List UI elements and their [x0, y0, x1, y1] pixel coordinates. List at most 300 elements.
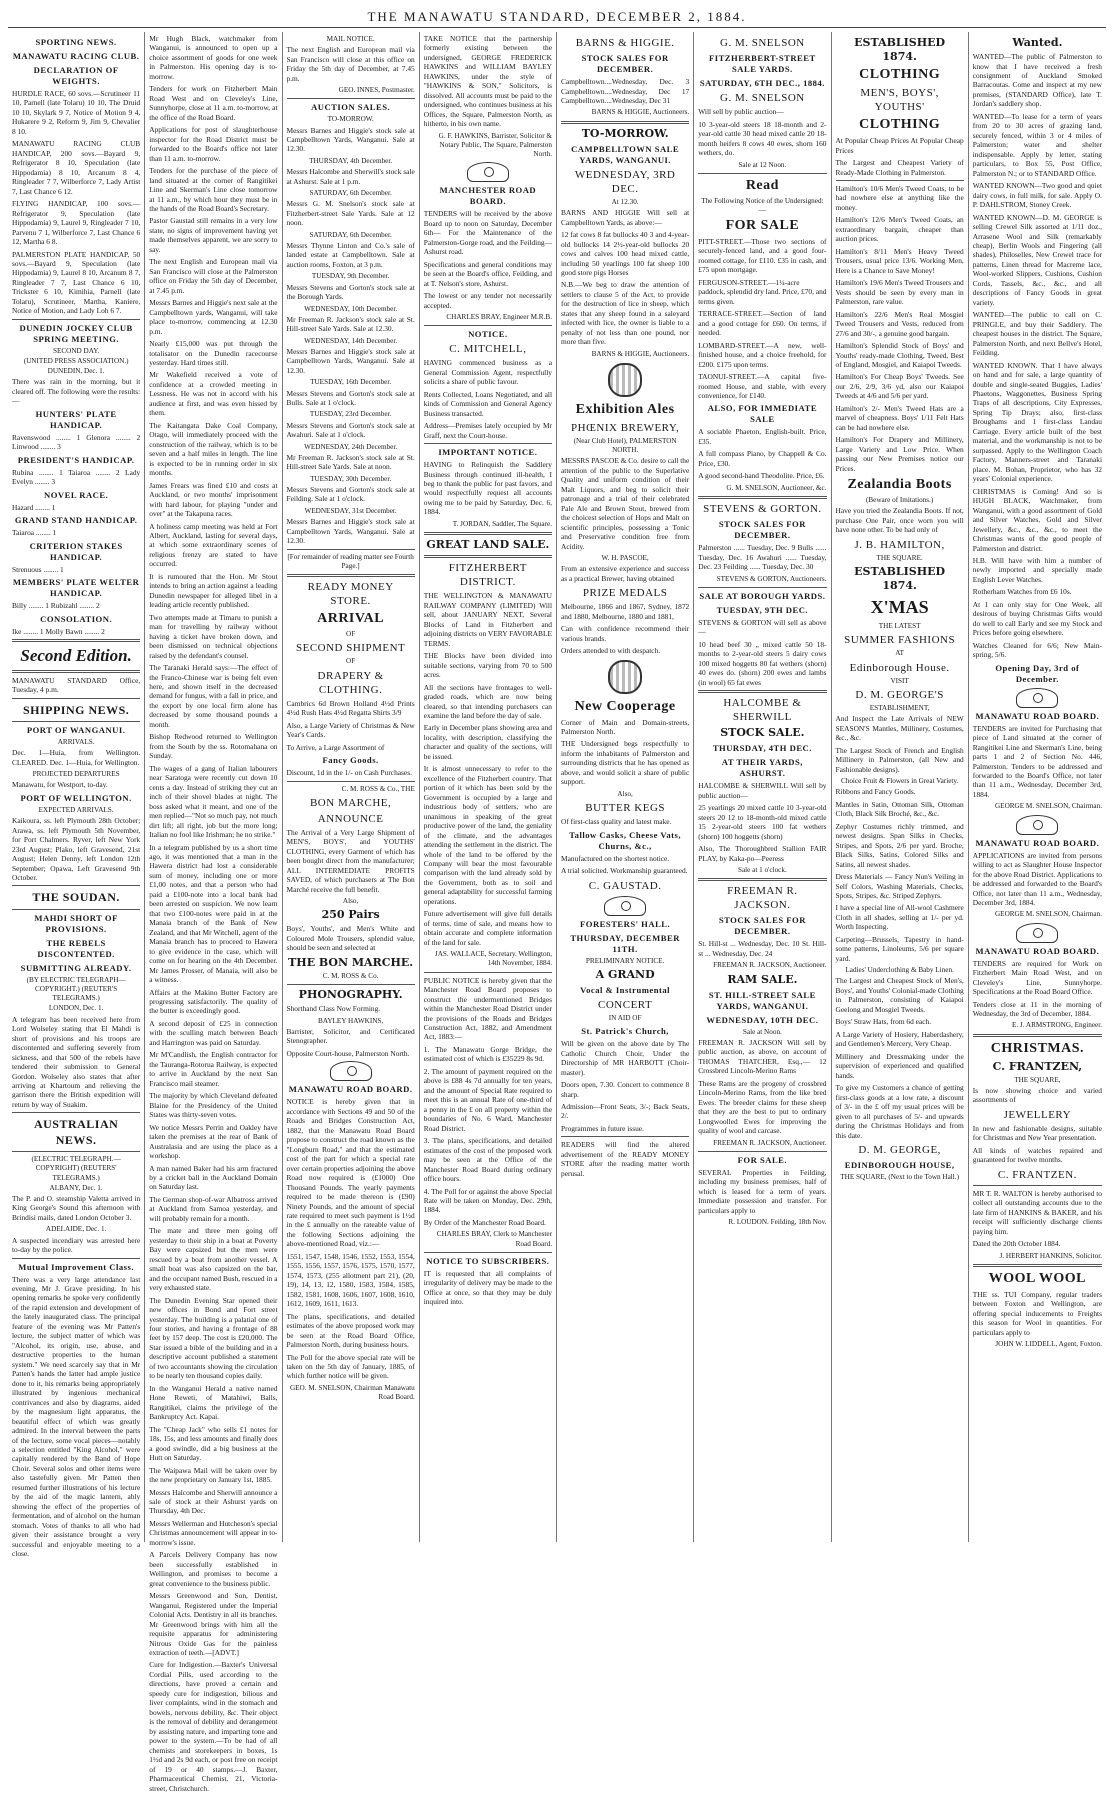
column-divider [287, 549, 415, 550]
paragraph: The lowest or any tender not necessarily accepted. [423, 291, 552, 310]
section-heading: IMPORTANT NOTICE. [438, 447, 538, 458]
column-divider [561, 121, 689, 124]
column-divider [12, 319, 140, 320]
display-line: Read [745, 177, 779, 193]
paragraph: THE Blocks have been divided into suitable sections, varying from 70 to 500 acres. [423, 651, 552, 680]
paragraph: A trial solicited. Workmanship guaranteed. [561, 866, 688, 876]
paragraph: Will be given on the above date by The Catholic Church Choir, Under the Directorship of MR HARBOTT (Choir-master). [561, 1039, 690, 1077]
subheading: (ELECTRIC TELEGRAPH.—COPYRIGHT) (REUTERS' TELEGRAMS.) [31, 1155, 121, 1182]
column-divider [287, 781, 415, 782]
column-divider [973, 1185, 1102, 1186]
subheading: LONDON, Dec. 1. [48, 1004, 104, 1013]
paragraph: Ike ........ 1 Molly Bawn ........ 2 [12, 626, 105, 636]
subheading: THE SQUARE. [876, 553, 923, 562]
section-heading: MANAWATU ROAD BOARD. [975, 837, 1100, 848]
column-divider [698, 690, 826, 693]
subheading: TO-MORROW. [327, 115, 374, 124]
display-line: STEVENS & GORTON. [703, 503, 822, 516]
subheading: ARRIVALS. [57, 738, 95, 747]
paragraph: Boys', Youths', and Men's White and Coloured Mole Trousers, splendid value, should be seen and selected at [286, 924, 415, 953]
paragraph: THE ss. TUI Company, regular traders between Foxton and Wellington, are offering special inducements to Freights this season for Wool in quantities. For particulars apply to [972, 1289, 1102, 1337]
paragraph: Ribbons and Fancy Goods. [835, 787, 916, 797]
paragraph: Two attempts made at Timaru to punish a man for travelling by railway without having a ticket have broken down, and been dismissed on technical objections raised by the defendant's counsel. [149, 612, 278, 660]
section-heading: FORESTERS' HALL. [580, 918, 671, 929]
paragraph: Messrs Stevens and Gorton's stock sale at Awahuri. Sale at 1 o'clock. [286, 420, 415, 440]
paragraph: Is now showing choice and varied assortments of [972, 1085, 1102, 1105]
subheading: BAYLEY HAWKINS, [318, 1016, 384, 1025]
paragraph: Palmerston ...... Tuesday, Dec. 9 Bulls ...... Tuesday, Dec. 16 Awahuri ...... Tuesday, Dec. 23 Feilding ...... Tuesday, Dec. 30 [698, 543, 827, 572]
column-divider [561, 1136, 689, 1137]
paragraph: To give my Customers a chance of getting first-class goods at a low rate, a discount of 3/- in the £ off my usual prices will be given to all purchases of 5/- and upwards during the Christmas Holidays and from this date. [835, 1083, 964, 1140]
paragraph: PALMERSTON PLATE HANDICAP, 50 sovs.—Bayard 9, Speculation (late Hippodamia) 9, Laurel 8 10, Arcanum 8 7, Ringleader 7 7, Last Chance 6 10, Trickster 6 10, Kimihia, Parnell (late Tolaru), Scrutineer, Martha, Kaniere, Notice of Motion, and Lady Loh 6 7. [12, 249, 141, 316]
paragraph: Hamilton's 19/6 Men's Tweed Trousers and Vests should be seen by every man in Palmerston, rare value. [835, 278, 964, 307]
display-line: WEDNESDAY, 3RD DEC. [574, 168, 676, 195]
paragraph: It is almost unnecessary to refer to the excellence of the Fitzherbert country. That portion of it which has been sold by the Government is occupied by a large and industrious body of settlers, who are unanimous in speaking of the great productive power of the land, the geniality of the climate, and the advantages attending the settlement in the district. The whole of the land to be offered by the Company will bear the most favourable comparison with the land already sold by the Government, both as to soil and general adaptability for successful farming operations. [423, 764, 552, 906]
paragraph: And Inspect the Late Arrivals of NEW SEASON'S Mantles, Millinery, Costumes, &c., &c. [835, 714, 964, 743]
display-line: DRAPERY & CLOTHING. [317, 669, 384, 696]
paragraph: Address—Premises lately occupied by Mr Graff, next the Court-house. [423, 421, 552, 440]
paragraph: Also, The Thoroughbred Stallion FAIR PLAY, by Kaka-po—Peeress [698, 844, 827, 863]
paragraph: Affairs at the Makino Butter Factory are progressing satisfactorily. The quality of the butter is exceedingly good. [149, 987, 278, 1016]
barrel-icon [608, 363, 642, 397]
paragraph: Hamilton's 10/6 Men's Tweed Coats, to be had nowhere else at anything like the money. [835, 184, 964, 212]
subheading: ESTABLISHMENT, [869, 704, 930, 713]
display-line: G. M. SNELSON [720, 37, 805, 49]
paragraph: 25 yearlings 20 mixed cattle 10 3-year-old steers 20 12 to 18-month-old mixed cattle 15 2-year-old steers 100 fat wethers (shorn) 100 hoggetts (shorn) [698, 803, 827, 841]
display-line: J. B. HAMILTON, [854, 538, 945, 551]
paragraph: Millinery and Dressmaking under the supervision of experienced and qualified hands. [835, 1051, 964, 1080]
display-line: WOOL WOOL [988, 1270, 1086, 1286]
section-heading: MANAWATU ROAD BOARD. [975, 945, 1100, 956]
paragraph: The Largest and Cheapest Stock of Men's, Boys', and Youths' Colonial-made Clothing in Palmerston, consisting of Kaiapoi Geelong and Mosgiel Tweeds. [835, 976, 964, 1014]
signature: G. F. HAWKINS, Barrister, Solicitor & Notary Public, The Square, Palmerston North. [438, 131, 552, 159]
subheading: AT [895, 649, 905, 658]
signature: JAS. WALLACE, Secretary. Wellington, 14th November, 1884. [434, 950, 552, 968]
display-line: JEWELLERY [1003, 1108, 1072, 1121]
paragraph: 12 fat cows 8 fat bullocks 40 3 and 4-year-old bullocks 14 2½-year-old bullocks 20 cows and calves 100 head mixed cattle, including 50 yearlings 100 fat sheep 100 good store pigs Horses [561, 230, 690, 277]
paragraph: Manufactured on the shortest notice. [561, 853, 670, 863]
major-heading: SHIPPING NEWS. [22, 702, 130, 717]
display-line: BUTTER KEGS [585, 802, 665, 815]
section-heading: EDINBOROUGH HOUSE, [844, 1160, 955, 1171]
section-heading: ALSO, FOR IMMEDIATE SALE [707, 403, 818, 425]
subheading: PROJECTED DEPARTURES [32, 770, 120, 779]
paragraph: Mr Hugh Black, watchmaker from Wanganui, is announced to open up a choice assortment of goods for one week in Palmerston. His opening day is to-morrow. [149, 34, 278, 81]
section-heading: DECLARATION OF WEIGHTS. [33, 65, 119, 86]
column-divider [973, 1034, 1102, 1037]
paragraph: TAKE NOTICE that the partnership formerly existing between the undersigned, GEORGE FREDERICK HAWKINS and WILLIAM BAYLEY HAWKINS, under the style of "HAWKINS & SON," Solicitors, is dissolved. All accounts must be paid to the undersigned, who continues business at his Offices, the Square, Palmerston North, as hitherto, in his own name. [423, 34, 552, 129]
paragraph: The "Cheap Jack" who sells £1 notes for 18s, 15s, and less amounts and finally does a good swindle, did a big business at the Hutt on Saturday. [149, 1424, 278, 1463]
subheading: (Beware of Imitations.) [865, 496, 934, 505]
section-heading: Opening Day, 3rd of December. [995, 662, 1080, 684]
signature: E. J. ARMSTRONG, Engineer. [1011, 1021, 1102, 1030]
paragraph: Corner of Main and Domain-streets, Palmerston North. [561, 717, 690, 736]
display-line: New Cooperage [574, 698, 676, 714]
section-heading: PRESIDENT'S HANDICAP. [17, 454, 135, 465]
paragraph: Will sell by public auction— [698, 107, 784, 117]
column-8 [969, 32, 1106, 1542]
paragraph: Manawatu, for Westport, to-day. [12, 780, 108, 790]
paragraph: Nearly £15,000 was put through the totalisator on the Dunedin racecourse yesterday. Hard times still. [149, 339, 278, 367]
gothic-heading: C. FRANTZEN, [992, 1059, 1083, 1073]
signature: J. HERBERT HANKINS, Solicitor. [999, 1251, 1102, 1260]
paragraph: 10 3-year-old steers 18 18-month and 2-year-old cattle 30 head mixed cattle 20 18-month heifers 8 cows 40 ewes, shorn 160 wethers, do. [698, 119, 827, 158]
column-divider [12, 909, 140, 910]
paragraph: A Parcels Delivery Company has now been successfully established in Wellington, and promises to become a great convenience to the business public. [149, 1550, 278, 1588]
section-heading: ST. HILL-STREET SALE YARDS, WANGANUI. [708, 989, 816, 1011]
signature: FREEMAN R. JACKSON, Auctioneer. [713, 961, 827, 970]
section-heading: FOR SALE. [737, 1154, 788, 1165]
section-heading: AUCTION SALES. [311, 102, 391, 113]
paragraph: Campbelltown....Wednesday, Dec. 3 Campbelltown....Wednesday, Dec 17 Campbelltown....Wednesday, Dec 31 [561, 77, 690, 106]
column-divider [12, 670, 140, 673]
subheading: MAIL NOTICE. [326, 35, 375, 43]
section-heading: Tallow Casks, Cheese Vats, Churns, &c., [569, 829, 682, 851]
display-line: BARNS & HIGGIE. [575, 37, 675, 49]
paragraph: A Large Variety of Hosiery, Haberdashery, and Gentlemen's Mercery, Very Cheap. [835, 1029, 964, 1049]
paragraph: Bishop Redwood returned to Wellington from the South by the ss. Rotomahana on Sunday. [149, 732, 278, 761]
column-divider [424, 532, 552, 535]
column-divider [424, 325, 552, 326]
paragraph: A second deposit of £25 in connection with the sculling match between Beach and Harrington was paid on Saturday. [149, 1018, 278, 1047]
subheading: Sale at Noon. [742, 1027, 782, 1036]
column-divider [12, 698, 140, 699]
display-line: FOR SALE [725, 218, 800, 234]
subheading: Also, [617, 789, 633, 798]
paragraph: WANTED KNOWN—D. M. GEORGE is selling Crewel Silk assorted at 1/11 doz., Arrasene Wool and Silk (remarkably cheap), Berlin Wools and Fingering (all shades), Philoselles, New Crewel trace for patterns, Linen thread for Macreme lace, Wool-worked Slippers, Cushions, Cushion Cords, Tassels, &c., &c., and all descriptions of Fancy Goods in great variety. [972, 212, 1102, 307]
display-line: HALCOMBE & SHERWILL [723, 697, 802, 724]
paragraph: TERRACE-STREET.—Section of land and a good cottage for £60. On terms, if needed. [698, 309, 827, 338]
paragraph: Rents Collected, Loans Negotiated, and all kinds of Commission and General Agency Business transacted. [423, 389, 552, 418]
section-heading: CAMPBELLTOWN SALE YARDS, WANGANUI. [571, 143, 680, 165]
paragraph: A man named Baker had his arm fractured by a cricket ball in the Auckland Domain on Saturday last. [149, 1163, 278, 1192]
display-line: BON MARCHE, [309, 796, 392, 809]
crest-icon [330, 1061, 372, 1081]
paragraph: Messrs Stevens and Gorton's stock sale at Feilding. Sale at 1 o'clock. [286, 484, 415, 504]
paragraph: Messrs G. M. Snelson's stock sale at Fitzherbert-street Sale Yards. Sale at 12 noon. [286, 199, 415, 228]
column-divider [698, 173, 826, 174]
paragraph: Zephyr Costumes richly trimmed, and newest designs. Span Silks in Checks, Stripes, and Spots, 2/6 per yard. Broche, Black Silks, Satins, Colored Silks and Satins, all newest shades. [835, 821, 964, 869]
paragraph: A holiness camp meeting was held at Fort Albert, Auckland, lasting for several days, at which some extraordinary scenes of religious frenzy are stated to have occurred. [149, 521, 278, 569]
paragraph: Billy ........ 1 Rubizahl ........ 2 [12, 601, 100, 611]
section-heading: St. Patrick's Church, [581, 1026, 669, 1037]
paragraph: Hamilton's 8/11 Men's Heavy Tweed Trousers, usual price 13/6. Working Men, Here is a Chance to Save Money! [835, 246, 964, 275]
paragraph: In new and fashionable designs, suitable for Christmas and New Year presentation. [972, 1123, 1102, 1143]
paragraph: Cure for Indigestion.—Baxter's Universal Cordial Pills, used according to the directions, have proved a certain and speedy cure for indigestion, bilious and liver complaints, wind in the stomach and bowels, nervous debility, &c. Their object is the removal of debility and derangement by assisting nature, and imparting tone and power to the system.—To be had of all chemists and storekeepers in boxes, 1s 1½d and 2s 9d each, or post free on receipt of 19 or 40 stamps.—J. Baxter, Pharmaceutical Chemist, 21, Victoria-street, Christchurch. [149, 1660, 278, 1793]
paragraph: It is rumoured that the Hon. Mr Stout intends to bring an action against a leading Dunedin newspaper for alleged libel in a leading article recently published. [149, 571, 278, 610]
paragraph: Hamilton's For Drapery and Millinery, Large Variety and Low Price. When passing our New Premises notice our Prices. [835, 435, 964, 473]
paragraph: Mr Freeman R. Jackson's stock sale at St. Hill-street Sale Yards. Sale at noon. [286, 452, 415, 472]
paragraph: Mr Freeman R. Jackson's stock sale at St. Hill-street Sale Yards. Sale at 12.30. [286, 314, 415, 334]
paragraph: From an extensive experience and success as a practical Brewer, having obtained [561, 564, 690, 583]
section-heading: SPORTING NEWS. [35, 37, 117, 47]
subheading: TUESDAY, 30th December. [310, 474, 392, 483]
display-line: G. M. SNELSON [720, 92, 805, 105]
paragraph: Hazard ........ 1 [12, 502, 56, 512]
section-heading: PORT OF WELLINGTON. [20, 792, 132, 803]
paragraph: CHRISTMAS is Coming! And so is HUGH BLACK, Watchmaker, from Wanganui, with a good assortment of Gold and Silver Watches, Gold and Silver Jewellery, &c., &c., &c., to meet the Christmas wants of the good people of Palmerston and district. [972, 486, 1102, 553]
display-line: FITZHERBERT DISTRICT. [448, 562, 527, 589]
gothic-heading: THE BON MARCHE. [288, 955, 414, 969]
signature: GEO. M. SNELSON, Chairman Manawatu Road Board. [289, 1383, 415, 1402]
paragraph: WANTED KNOWN. That I have always on hand and for sale, a large quantity of double and single-seated Buggies, Ladies' Phaetons, Waggonettes, Business Spring Traps of all descriptions, City Expresses, Spring Tip Drays; also, first-class Broughams and 1 first-class Landau Carriage. Every article built of the best material, and the workmanship is not to be surpassed. Apply to the Wellington Coach Factory, Manners-street and Taranaki place. M. Bohan, Proprietor, who has 32 years' Colonial experience. [972, 360, 1102, 484]
display-line: SUMMER FASHIONS [844, 634, 956, 647]
paragraph: TENDERS will be received by the above Board up to noon on Saturday, December 6th— For the Maintenance of the Palmerston-Gorge road, and the Feilding—Ashurst road. [423, 209, 552, 257]
signature: GEORGE M. SNELSON, Chairman. [994, 802, 1102, 811]
display-line: CHRISTMAS. [990, 1040, 1085, 1056]
paragraph: The wages of a gang of Italian labourers near Saratoga were recently cut down 10 cents a day. Instead of striking they cut an inch of their shovel blades at night. The boss asked what it meant, and one of the men replied—"Not so much pay, not much dirt lift; all right, job but the more long; Italian no fool like Irishman; he no strike." [149, 763, 278, 840]
paragraph: Dated the 20th October 1884. [972, 1239, 1061, 1249]
section-heading: NOTICE. [468, 329, 508, 340]
paragraph: Tenders close at 11 in the morning of Wednesday, the 3rd of December, 1884. [972, 999, 1102, 1019]
gothic-heading: PHONOGRAPHY. [298, 988, 403, 1002]
paragraph: HAVING commenced business as a General Commission Agent, respectfully solicits a share of public favour. [423, 358, 552, 387]
paragraph: Dress Materials — Fancy Nun's Veiling in Self Colors, Washing Materials, Checks, Spots, Stripes, &c. Striped Zephyrs. [835, 872, 964, 900]
section-heading: STOCK SALES FOR DECEMBER. [581, 53, 669, 75]
paragraph: A sociable Phaeton, English-built. Price, £35. [698, 427, 827, 446]
section-heading: FITZHERBERT-STREET SALE YARDS. [708, 53, 816, 75]
section-heading: WEDNESDAY, 10TH DEC. [706, 1014, 819, 1025]
signature: FREEMAN R. JACKSON, Auctioneer. [713, 1138, 827, 1147]
signature: G. M. SNELSON, Auctioneer, &c. [726, 483, 827, 492]
paragraph: Rotherham Watches from £6 10s. [972, 587, 1072, 597]
major-heading: AUSTRALIAN NEWS. [33, 1117, 119, 1147]
subheading: WEDNESDAY, 14th December. [304, 336, 398, 345]
section-heading: MANAWATU ROAD BOARD. [288, 1084, 413, 1095]
display-line: FREEMAN R. JACKSON. [727, 885, 798, 912]
signature: STEVENS & GORTON, Auctioneers. [716, 574, 827, 583]
paragraph: Orders attended to with despatch. [561, 646, 661, 656]
paragraph: READERS will find the altered advertisement of the READY MONEY STORE after the reading matter worth perusal. [561, 1140, 690, 1178]
signature: GEORGE M. SNELSON, Chairman. [994, 910, 1102, 919]
display-line: SECOND SHIPMENT [295, 642, 406, 655]
paragraph: Programmes in future issue. [561, 1123, 644, 1133]
display-title: X'MAS [870, 597, 929, 618]
paragraph: Taiaroa ........ 1 [12, 528, 57, 538]
section-heading: THE REBELS DISCONTENTED. [37, 937, 115, 959]
column-divider [698, 878, 826, 881]
subheading: THURSDAY, 4th December. [309, 156, 393, 165]
display-line: PRIZE MEDALS [582, 587, 668, 600]
paragraph: Carpeting—Brussels, Tapestry in hand-some patterns, Linoleums, 5/6 per square yard. [835, 934, 964, 963]
paragraph: The German shop-of-war Albatross arrived at Auckland from Samoa yesterday, and will probably remain for a month. [149, 1194, 278, 1223]
paragraph: WANTED KNOWN—Two good and quiet dairy cows, in full milk, for sale. Apply O. P. DAHLSTROM, Stoney Creek. [972, 181, 1102, 210]
paragraph: IT is requested that all complaints of irregularity of delivery may be made to the Office at once, so that they may be duly inquired into. [423, 1268, 552, 1307]
paragraph: STEVENS & GORTON will sell as above— [698, 617, 827, 637]
columns-container [8, 32, 1106, 1793]
paragraph: The next English and European mail via San Francisco will close at this office on Friday the 5th day of December, at 7.45 p.m. [286, 45, 415, 83]
section-heading: NOTICE TO SUBSCRIBERS. [426, 1255, 550, 1266]
paragraph: MANAWATU RACING CLUB HANDICAP, 200 sovs.—Bayard 9, Refrigerator 8 10, Speculation (late Hippodamia) 8 10, Arcanum 8 4, Ringleader 7 7, Wilberforce 7, Lady Artist 7, Last Chance 6 12. [12, 139, 141, 196]
paragraph: A telegram has been received here from Lord Wolseley stating that El Mahdi is short of provisions and his troops are discontented and suffering severely from sickness, and that 500 of the rebels have tendered their submission to General Gordon. Wolseley also states that after arriving at Khartoum and relieving the garrison there the British expedition will return by way of Suakim. [12, 1014, 141, 1109]
subheading: WEDNESDAY, 24th December. [304, 442, 398, 451]
gothic-heading: Wanted. [1012, 36, 1063, 49]
paragraph: Can with confidence recommend their various brands. [561, 624, 690, 643]
paragraph: TENDERS are required for Work on Fitzherbert Main Road West, and on Cleveley's Line, Sunnyhorpe. Specifications at the Road Board Office. [972, 958, 1102, 997]
paragraph: FREEMAN R. JACKSON Will sell by public auction, as above, on account of THOMAS THATCHER, Esq.,— 12 Crossbred Lincoln-Merino Rams [698, 1037, 827, 1076]
column-divider [424, 1252, 552, 1253]
column-3 [283, 32, 420, 1542]
subheading: WEDNESDAY, 10th December. [304, 304, 398, 313]
paragraph: WANTED—The public of Palmerston to know that I have received a fresh consignment of Auckland Smoked Barracoutas. Come and inspect at my new premises, (STANDARD Office), late T. Jordan's saddlery shop. [972, 52, 1102, 109]
subheading: C. M. ROSS & Co. [322, 971, 379, 980]
subheading: THE SQUARE, [1014, 1075, 1061, 1084]
crest-icon [1016, 815, 1058, 835]
subheading: TUESDAY, 23rd December. [309, 410, 392, 419]
subheading: VISIT [890, 676, 909, 685]
paragraph: Watches Cleaned for 6/6; New Main-spring, 5/6. [972, 640, 1102, 660]
paragraph: At 1 can only stay for One Week, all desirous of buying Christmas Gifts would do well to call Early and see my Stock and Prices before going elsewhere. [972, 599, 1102, 638]
gothic-heading: GREAT LAND SALE. [426, 538, 550, 552]
paragraph: Hamilton's Splendid Stock of Boys' and Youths' ready-made Clothing, Tweed, Best of England, Mosgiel, and Kaiapoi Tweeds. [835, 341, 964, 369]
paragraph: Have you tried the Zealandia Boots. If not, purchase One Pair, once worn you will have none other. To be had only of [835, 506, 964, 535]
subheading: Sale at 12 Noon. [738, 160, 787, 169]
column-divider [424, 443, 552, 444]
barrel-icon [608, 660, 642, 694]
paragraph: FERGUSON-STREET.—1¼-acre paddock, splendid dry land. Price, £70, and terms given. [698, 277, 827, 306]
gothic-heading: RAM SALE. [727, 972, 798, 986]
signature: GEO. INNES, Postmaster. [338, 86, 415, 95]
paragraph: PITT-STREET.—Those two sections of securely-fenced land, and a good four-roomed cottage, for £110. £35 in cash, and £75 upon mortgage. [698, 236, 827, 275]
paragraph: N.B.—We beg to draw the attention of settlers to clause 5 of the Act, to provide for the destruction of lice in sheep, which states that any sheep found in a saleyard infected with lice, the owner is liable to a penalty of not less than one pound, nor more than five. [561, 280, 690, 347]
subheading: SATURDAY, 6th December. [309, 189, 392, 198]
column-4 [420, 32, 557, 1542]
paragraph: The plans, specifications, and detailed estimates of the above proposed work may be seen at the Road Board Office, Palmerston North, during business hours. [286, 1311, 415, 1350]
paragraph: Hamilton's 2/- Men's Tweed Hats are a marvel of cheapness. Boys' 1/11 Felt Hats can be had nowhere else. [835, 403, 964, 432]
newspaper-page [8, 6, 1106, 1793]
subheading: THE LATEST [878, 622, 921, 631]
subheading: THE SQUARE, (Next to the Town Hall.) [840, 1173, 959, 1182]
gothic-heading: STOCK SALE. [720, 726, 805, 740]
paragraph: Specifications and general conditions may be seen at the Board's office, Feilding, and at T. Nelson's store, Ashurst. [423, 259, 552, 288]
paragraph: LOMBARD-STREET.—A new, well-finished house, and a choice freehold, for £200. £175 upon terms. [698, 340, 827, 369]
subheading: EXPECTED ARRIVALS. [38, 805, 114, 814]
paragraph: MANAWATU STANDARD Office, Tuesday, 4 p.m. [12, 675, 141, 695]
paragraph: HAVING to Relinquish the Saddlery Business through continued ill-health, I beg to thank the public for past favors, and would respectfully request all accounts owing me to be paid by Saturday, Dec. 6, 1884. [423, 460, 552, 517]
column-divider [12, 1258, 140, 1259]
paragraph: Admission—Front Seats, 3/-; Back Seats, 2/. [561, 1102, 690, 1121]
paragraph: Mr M'Candlish, the English contractor for the Tauranga-Rotorua Railway, is expected to arrive in Auckland by the next San Francisco mail steamer. [149, 1050, 278, 1088]
column-divider [698, 496, 826, 499]
column-5 [557, 32, 694, 1542]
column-divider [698, 587, 826, 588]
section-heading: THURSDAY, 4TH DEC. [712, 743, 812, 754]
paragraph: Messrs Barnes and Higgie's stock sale at Campbelltown Yards, Wanganui. Sale at 12.30. [286, 346, 415, 375]
paragraph: The Largest Stock of French and English Millinery in Palmerston, (all New and Fashionable designs). [835, 745, 964, 774]
gothic-heading: 250 Pairs [321, 908, 380, 922]
signature: C. M. ROSS & Co., THE [341, 784, 415, 793]
column-divider [12, 1151, 140, 1152]
paragraph: 10 head beef 30 „ mixed cattle 50 18-months to 2-year-old steers 5 dairy cows 100 mixed hoggetts 80 fat wethers (shorn) 40 ewes do. (shorn) 200 ewes and lambs (in wool) 65 fat ewes [698, 639, 827, 687]
subheading: [For remainder of reading matter see Fourth Page.] [287, 552, 414, 570]
subheading: IN AID OF [608, 1013, 642, 1022]
paragraph: Hamilton's 22/6 Men's Real Mosgiel Tweed Trousers and Vests, reduced from 27/6 and 30/-, a genuine good bargain. [835, 309, 964, 338]
column-divider [836, 180, 964, 181]
subheading: (UNITED PRESS ASSOCIATION.) [23, 357, 129, 365]
column-divider [424, 972, 552, 973]
column-6 [694, 32, 831, 1542]
paragraph: 4. The Poll for or against the above Special Rate will be taken on Monday, Dec. 29th, 1884. [423, 1186, 552, 1215]
crest-icon [467, 162, 509, 182]
subheading: DUNEDIN, Dec. 1. [47, 367, 105, 376]
subheading: SATURDAY, 6th December. [309, 230, 392, 239]
column-divider [973, 1264, 1102, 1267]
paragraph: By Order of the Manchester Road Board. [423, 1217, 546, 1227]
paragraph: The Dunedin Evening Star opened their new offices in Bond and Fort street yesterday. The building is a palatial one of four stories, and having a frontage of 88 feet by 157 deep. The cost is £20,000. The Star issued a bible of the building and in a descriptive account published a statement of two accountants showing the circulation to be nearly ten thousand copies daily. [149, 1295, 278, 1381]
signature: R. LOUDON. Feilding, 18th Nov. [728, 1218, 827, 1227]
paragraph: A full compass Piano, by Chappell & Co. Price, £30. [698, 449, 827, 468]
subheading: The Following Notice of the Undersigned:— [701, 196, 824, 214]
major-heading: THE SOUDAN. [32, 890, 120, 905]
paragraph: HURDLE RACE, 60 sovs.—Scrutineer 11 10, Parnell (late Tolaru) 10 10, The Druid 10 10, Skylark 9 7, Notice of Motion 9 4, Hukarere 9 2, Reform 9, Jim 9, Chevalier 8 10. [12, 89, 141, 136]
paragraph: APPLICATIONS are invited from persons willing to act as Slaughter House Inspector for the above Road District. Applications to be addressed and forwarded to the Board's Office, not later than 11 a.m., Wednesday, December 3rd, 1884. [972, 850, 1102, 907]
paragraph: The Poll for the above special rate will be taken on the 5th day of January, 1885, of which further notice will be given. [286, 1352, 415, 1381]
display-line: Zealandia Boots [847, 477, 952, 493]
paragraph: Messrs Halcombe and Sherwill's stock sale at Ashurst. Sale at 1 p.m. [286, 167, 415, 186]
paragraph: SEVERAL Properties in Feilding, including my business premises, half of which is leased for a term of years. Immediate possession and transfer. For particulars apply to [698, 1167, 827, 1215]
subheading: Ladies' Underclothing & Baby Linen. [845, 966, 954, 975]
paragraph: MR T. R. WALTON is hereby authorised to collect all outstanding accounts due to the late firm of HANKINS & BAKER, and his receipt will sufficiently discharge clients paying him. [972, 1188, 1102, 1236]
section-heading: SALE AT BOROUGH YARDS. [699, 590, 826, 601]
paragraph: Messrs Wellerman and Hutcheson's special Christmas announcement will appear in to-morrow's issue. [149, 1518, 278, 1547]
paragraph: TENDERS are invited for Purchasing that piece of Land situated at the corner of Rangitikei Line and Skerman's Line, being parts 1 and 2 of Section No. 446, Palmerston. Tenders to be addressed and forwarded to the Board's Office, not later than 11 a.m., Wednesday, December 3rd, 1884. [972, 723, 1102, 799]
paragraph: Of first-class quality and latest make. [561, 817, 672, 827]
section-heading: AT THEIR YARDS, ASHURST. [721, 757, 803, 779]
paragraph: WANTED—The public to call on C. PRINGLE, and buy their Saddlery. The cheapest houses in the district. The Square, Palmerston North, and next Bellve's Hotel, Feilding. [972, 310, 1102, 358]
section-heading: DUNEDIN JOCKEY CLUB SPRING MEETING. [19, 322, 133, 344]
column-7 [832, 32, 969, 1542]
paragraph: H.B. Will have with him a number of newly imported and specially made English Lever Watches. [972, 555, 1102, 584]
section-heading: TUESDAY, 9TH DEC. [716, 604, 809, 615]
paragraph: To Arrive, a Large Assortment of [286, 742, 385, 752]
subheading: W. H. PASCOE, [601, 554, 649, 563]
column-divider [698, 1151, 826, 1152]
subheading: TUESDAY, 16th December. [310, 378, 392, 387]
crest-icon [604, 896, 646, 916]
paragraph: I have a special line of All-wool Cashmere Cloth in all shades, selling at 1/- per yd. Worth Inspecting. [835, 903, 964, 932]
signature: T. JORDAN, Saddler, The Square. [452, 519, 552, 528]
paragraph: Future advertisement will give full details of terms, time of sale, and means how to obtain accurate and complete information of the land for sale. [423, 909, 552, 947]
signature: CHARLES BRAY, Clerk to Manchester Road Board. [436, 1230, 552, 1248]
gothic-heading: ESTABLISHED 1874. [854, 36, 946, 64]
subheading: Choice Fruit & Flowers in Great Variety. [840, 777, 959, 786]
section-heading: CONSOLATION. [40, 613, 113, 624]
paragraph: Early in December plans showing area and locality, with description, classifying the character and quality of the sections, will be issued. [423, 723, 552, 761]
display-line: Exhibition Ales [575, 401, 675, 417]
gothic-heading: ESTABLISHED 1874. [854, 564, 946, 593]
section-heading: MANAWATU RACING CLUB. [12, 51, 140, 61]
paragraph: Messrs Stevens and Gorton's stock sale at the Borough Yards. [286, 282, 415, 302]
paragraph: We notice Messrs Perrin and Oakley have taken the premises at the rear of Bank of Australasia and are using the place as a workshop. [149, 1122, 278, 1161]
paragraph: Cambrics 6d Brown Holland 4½d Prints 4½d Rush Hats 4½d Regatta Shirts 3/9 [286, 698, 415, 718]
display-line: C. FRANTZEN. [997, 1168, 1077, 1181]
subheading: At 12.30. [611, 197, 639, 206]
paragraph: MESSRS PASCOE & Co. desire to call the attention of the public to the Superlative Quality and uniform condition of their Malt Liquors, and beg to solicit their patronage and a trial of their celebrated Pale Ale and Brown Stout, brewed from the choicest selection of Hops and Malt on scientific principles, possessing a Tonic and Preservative condition free from Acidity. [561, 456, 690, 551]
paragraph: BARNS AND HIGGIE Will sell at Campbelltown Yards, as above:— [561, 208, 690, 227]
paragraph: Messrs Barnes and Higgie's stock sale at Campbelltown Yards, Wanganui. Sale at 12.30. [286, 517, 415, 546]
paragraph: The Taranaki Herald says:—The effect of the Franco-Chinese war is being felt even here, and shown itself in the decreased demand for fungus, with a fall in price, and the export by one local firm alone has decreased by some thousand pounds a month. [149, 663, 278, 729]
paragraph: The Waipawa Mail will be taken over by the new proprietary on January 1st, 1885. [149, 1465, 278, 1485]
paragraph: There was a very large attendance last evening, Mr J. Grave presiding. In his opening remarks he spoke very confidently of the rapid extension and development of the lately inaugurated class. The principal feature of the evening was Mr Patten's lecture, the subject matter of which was "Alcohol, its origin, use, abuse, and destructive properties to the human system." We need scarcely say that in Mr Patten's hands the latter had ample justice done to it, his remarks being appropriately illustrated by ingenious mechanical contrivances and also by diagrams, aided by the magnesium light apparatus, the beautiful effect of which was greatly admired. In the interval between the parts of the lecture, some vocal pieces—notably a selection entitled "King Alcohol," were capitally rendered by the Band of Hope Choir. Several solos and other items were also tastefully given. Mr Patten then resumed further illustrations of his lecture by the aid of the magic lantern, ably showing the effect of the properties of fermentation, and of alcohol on the human stomach. Votes of thanks to all who had given their assistance brought a very successful and enjoyable meeting to a close. [12, 1274, 141, 1559]
display-line: CLOTHING [859, 117, 941, 133]
paragraph: FLYING HANDICAP, 100 sovs.—Refrigerator 9, Speculation (late Hippodamia) 9, Laurel 9, Ringleader 7 10, Parvenu 7 1, Wilberforce 7, Last Chance 6 12, Martha 6 8. [12, 199, 141, 247]
paragraph: The mate and three men going off yesterday to their ship in a boat at Poverty Bay were capsized but the men were rescued by a boat from another vessel. A small boat was also capsized on the bar, and the occupant named Bush, rescued in a very exhausted state. [149, 1226, 278, 1293]
paragraph: 1551, 1547, 1548, 1546, 1552, 1553, 1554, 1555, 1556, 1557, 1576, 1575, 1570, 1577, 1574, 1573, (255 allotment part 21), (20, 19), 14, 13, 12, 1580, 1583, 1584, 1585, 1582, 1581, 1608, 1606, 1607, 1608, 1610, 1612, 1609, 1611, 1613. [286, 1251, 415, 1309]
section-heading: SATURDAY, 6TH DEC., 1884. [699, 78, 825, 89]
paragraph: Messrs Barnes and Higgie's next sale at the Campbelltown yards, Wanganui, will take place to-morrow, commencing at 12.30 p.m. [149, 298, 278, 336]
paragraph: NOTICE is hereby given that in accordance with Sections 49 and 50 of the Roads and Bridges Construction Act, 1882, that the Manawatu Road Board propose to construct the road known as the "Longburn Road," and that the estimated cost of the part for which a special rate over certain properties adjoining the above Road now required is (£1000) One Thousand Pounds. The yearly payments required to be made thereon is (£90) Ninety Pounds, and the amount of special rate required to meet such payment is 1½d in the £ annually on the rateable value of the following Sections adjoining the above-mentioned Road, viz.:— [286, 1097, 415, 1249]
paragraph: Tenders for the purchase of the piece of land situated at the corner of Rangitikei Line and Skerman's Line close tomorrow at 11 a.m., by which hour they must be in the hands of the Road Board's Secretary. [149, 166, 278, 213]
